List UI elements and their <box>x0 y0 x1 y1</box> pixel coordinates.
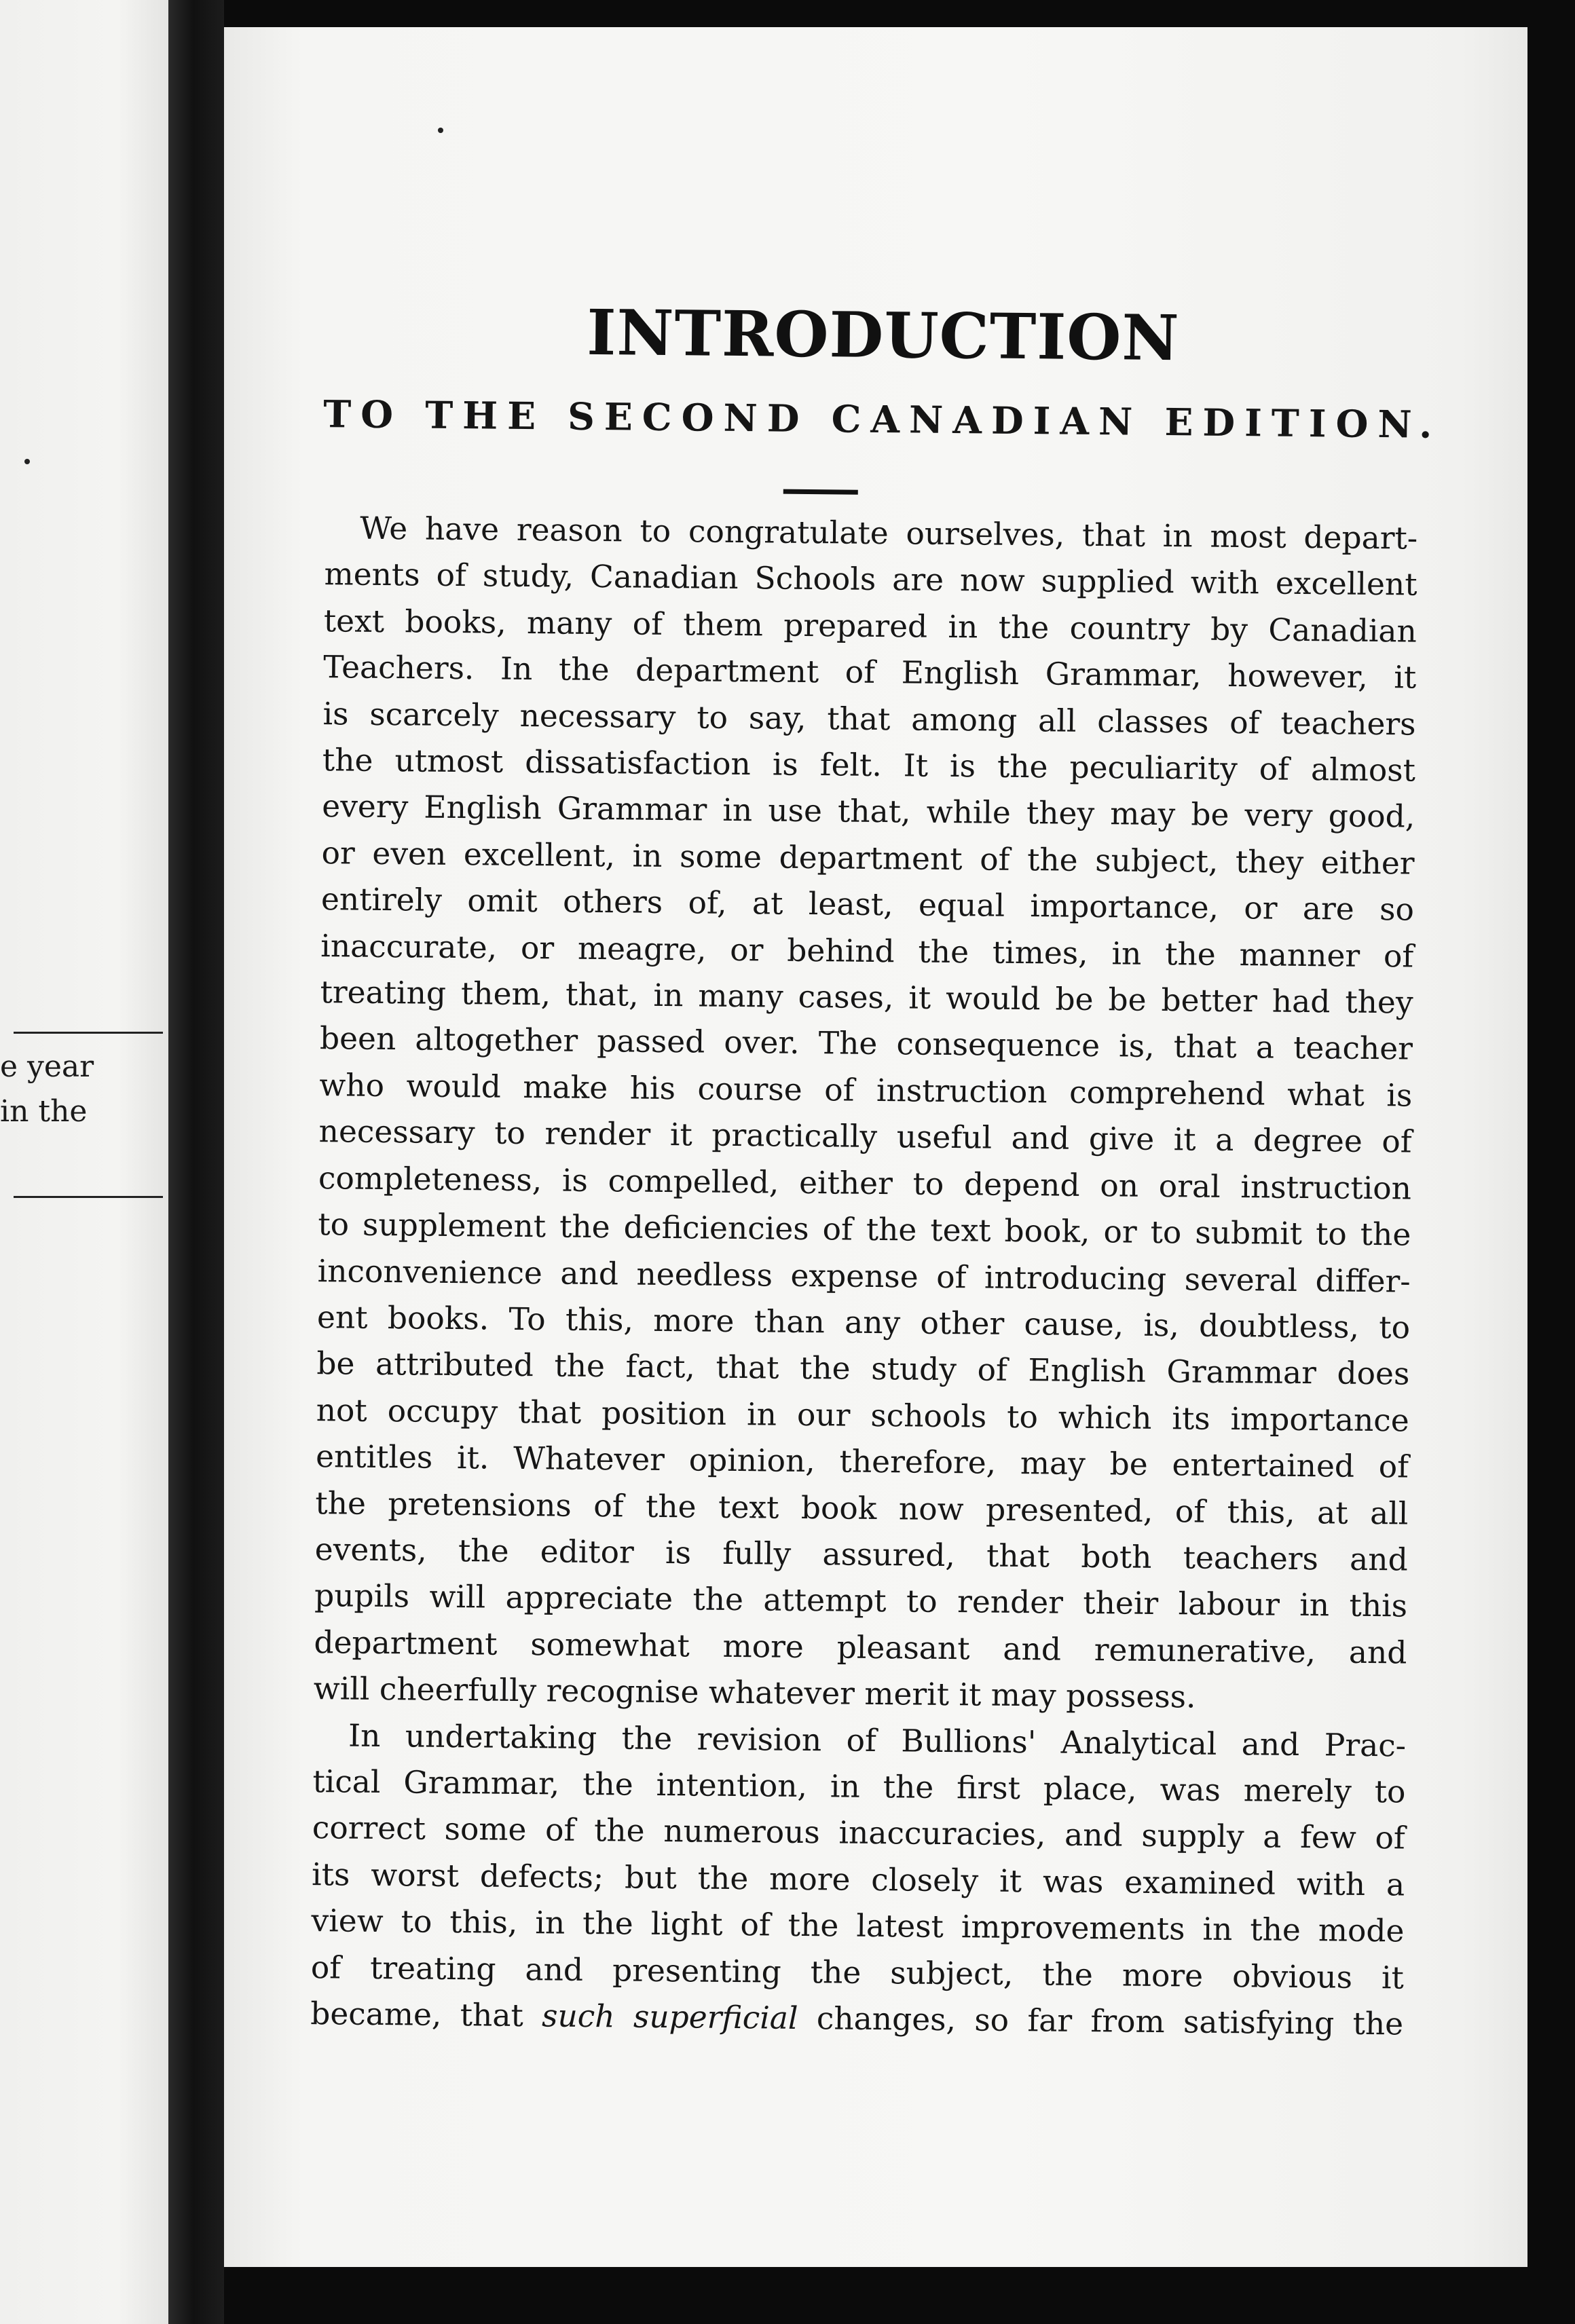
text-line: text books, many of them prepared in the country by Canadian <box>323 602 1418 650</box>
text-line: will cheerfully recognise whatever merit it may possess. <box>313 1670 1196 1715</box>
title-rule <box>783 489 858 495</box>
paragraph-2 <box>310 1712 1407 2048</box>
text-line: events, the editor is fully assured, that both teachers and <box>314 1531 1408 1578</box>
facing-page-edge <box>0 0 168 2324</box>
text-line: not occupy that position in our schools to which its importance <box>316 1391 1409 1439</box>
facing-page-fragment: e year <box>0 1049 94 1084</box>
text-line: Teachers. In the department of English Grammar, however, it <box>323 649 1417 696</box>
page-content <box>213 21 1538 2273</box>
paragraph-1 <box>313 505 1418 1723</box>
page-subtitle: TO THE SECOND CANADIAN EDITION. <box>322 392 1442 447</box>
text-line: We have reason to congratulate ourselves, that in most depart- <box>359 510 1418 557</box>
text-segment: changes, so far from satisfying the <box>798 2000 1404 2042</box>
text-line: every English Grammar in use that, while they may be very good, <box>322 788 1415 836</box>
text-line: inaccurate, or meagre, or behind the times, in the manner of <box>320 927 1414 975</box>
text-line: its worst defects; but the more closely it was examined with a <box>311 1856 1405 1903</box>
text-line: pupils will appreciate the attempt to render their labour in this <box>314 1577 1408 1624</box>
text-line: necessary to render it practically useful and give it a degree of <box>318 1113 1412 1160</box>
text-line: or even excellent, in some department of the subject, they either <box>321 834 1415 882</box>
ink-speck <box>24 459 30 464</box>
body-text <box>310 505 1418 2048</box>
book-page <box>224 27 1527 2267</box>
text-line: been altogether passed over. The consequence is, that a teacher <box>319 1020 1413 1068</box>
text-line: tical Grammar, the intention, in the first place, was merely to <box>312 1763 1406 1810</box>
facing-page-rule-top <box>14 1032 163 1034</box>
text-line: who would make his course of instruction comprehend what is <box>319 1067 1413 1114</box>
text-line: entirely omit others of, at least, equal importance, or are so <box>320 881 1415 928</box>
text-line: In undertaking the revision of Bullions' Analytical and Prac- <box>348 1717 1407 1764</box>
text-line: view to this, in the light of the latest improvements in the mode <box>311 1903 1405 1949</box>
text-line: treating them, that, in many cases, it would be be better had they <box>320 974 1413 1021</box>
text-line: ments of study, Canadian Schools are now supplied with excellent <box>324 556 1418 603</box>
text-line: entitles it. Whatever opinion, therefore, may be entertained of <box>315 1438 1409 1485</box>
italic-phrase: such superficial <box>541 1998 798 2036</box>
text-line: department somewhat more pleasant and remunerative, and <box>314 1624 1407 1671</box>
facing-page-fragment: in the <box>0 1094 88 1129</box>
text-line: inconvenience and needless expense of introducing several differ- <box>317 1252 1411 1300</box>
text-line: is scarcely necessary to say, that among all classes of teachers <box>322 695 1416 743</box>
page-title: INTRODUCTION <box>586 295 1181 375</box>
text-line: the utmost dissatisfaction is felt. It is the peculiarity of almost <box>322 742 1416 789</box>
text-line: of treating and presenting the subject, the more obvious it <box>310 1949 1405 1996</box>
text-segment: became, that <box>310 1995 542 2034</box>
text-line: the pretensions of the text book now presented, of this, at all <box>315 1484 1409 1532</box>
text-line: correct some of the numerous inaccuracies, and supply a few of <box>312 1810 1406 1856</box>
text-line: completeness, is compelled, either to depend on oral instruction <box>318 1159 1412 1207</box>
text-line: be attributed the fact, that the study of English Grammar does <box>316 1345 1410 1392</box>
facing-page-rule-bottom <box>14 1196 163 1198</box>
text-line: to supplement the deficiencies of the text book, or to submit to the <box>318 1206 1411 1253</box>
text-line-with-italic <box>310 1991 1404 2048</box>
text-line: ent books. To this, more than any other cause, is, doubtless, to <box>316 1299 1411 1346</box>
